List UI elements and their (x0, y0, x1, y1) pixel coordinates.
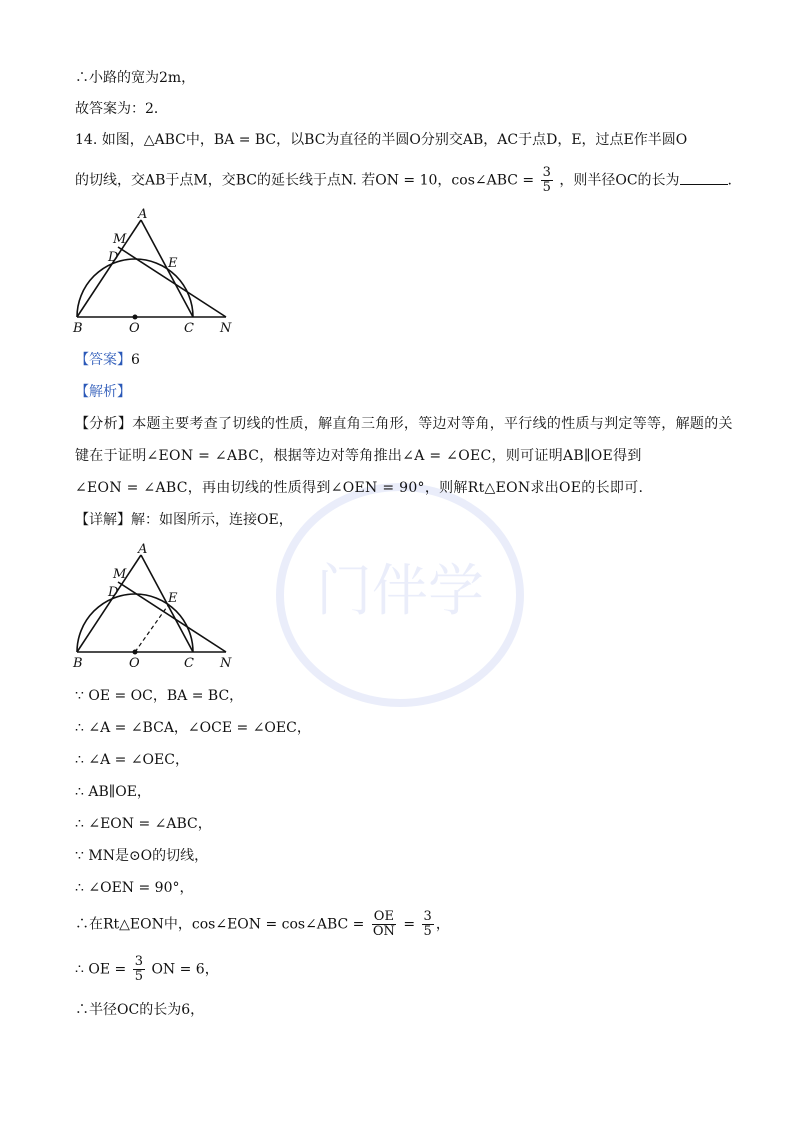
line-AB (77, 555, 141, 652)
step-2: ∴ ∠A = ∠BCA，∠OCE = ∠OEC， (75, 720, 311, 736)
detail-tag: 【详解】 (75, 512, 131, 528)
rt-frac2-num: 3 (423, 909, 432, 924)
figure-solution (68, 540, 243, 670)
line-AB (77, 220, 141, 317)
analysis-line-3: ∠EON = ∠ABC，再由切线的性质得到∠OEN = 90°，则解Rt△EON求出OE的长即可. (75, 480, 644, 496)
watermark-text: 门伴学 (316, 559, 484, 624)
line-AC (141, 555, 193, 652)
label-D: D (108, 250, 119, 265)
label-O: O (129, 321, 140, 335)
label-M: M (113, 567, 127, 582)
label-B: B (73, 321, 83, 335)
point-O (133, 650, 138, 655)
answer-line (75, 350, 140, 370)
dashed-OE (135, 604, 169, 652)
rt-pre: ∴在Rt△EON中，cos∠EON = cos∠ABC = (75, 916, 365, 933)
label-B: B (73, 656, 83, 670)
label-D: D (108, 585, 119, 600)
label-N: N (220, 321, 232, 335)
question-frac-num: 3 (542, 165, 551, 180)
rt-eq: = (403, 916, 416, 933)
figure-question (68, 205, 243, 335)
rt-post: ， (435, 916, 450, 933)
answer-blank (680, 170, 728, 185)
label-N: N (220, 656, 232, 670)
oe-frac-den: 5 (134, 969, 143, 984)
label-E: E (168, 256, 178, 271)
prev-line-2: 故答案为：2． (75, 101, 168, 117)
step-6: ∵ MN是⊙O的切线， (75, 848, 209, 864)
step-4: ∴ AB∥OE， (75, 784, 151, 800)
label-O: O (129, 656, 140, 670)
rt-fraction-2 (422, 910, 434, 939)
label-A: A (138, 207, 148, 222)
question-text-end: . (727, 172, 732, 189)
label-E: E (168, 591, 178, 606)
final-line: ∴半径OC的长为6， (75, 1002, 205, 1018)
label-M: M (113, 232, 127, 247)
label-C: C (184, 321, 194, 335)
rt-frac1-den: ON (372, 924, 395, 939)
step-oe (75, 955, 219, 984)
label-C: C (184, 656, 194, 670)
watermark-logo (270, 480, 530, 710)
fenxi-text-1: 本题主要考查了切线的性质，解直角三角形，等边对等角，平行线的性质与判定等等，解题的关 (132, 416, 733, 432)
oe-pre: ∴ OE = (75, 961, 127, 978)
step-3: ∴ ∠A = ∠OEC， (75, 752, 189, 768)
step-7: ∴ ∠OEN = 90°， (75, 880, 194, 896)
step-1: ∵ OE = OC，BA = BC， (75, 688, 244, 704)
question-frac-den: 5 (542, 180, 551, 195)
point-O (133, 315, 138, 320)
prev-line-1: ∴小路的宽为2m， (75, 70, 196, 86)
answer-value: 6 (131, 352, 140, 368)
question-fraction (541, 166, 553, 195)
question-text-a: 的切线，交AB于点M，交BC的延长线于点N. 若ON = 10，cos∠ABC = (75, 172, 535, 189)
question-line-1: 14. 如图，△ABC中，BA = BC，以BC为直径的半圆O分别交AB，AC于点D，E，过点E作半圆O (75, 132, 688, 148)
step-5: ∴ ∠EON = ∠ABC， (75, 816, 212, 832)
question-text-b: ，则半径OC的长为 (559, 172, 680, 189)
oe-fraction (133, 955, 145, 984)
label-A: A (138, 542, 148, 557)
detail-intro: 解：如图所示，连接OE， (131, 512, 293, 528)
analysis-line-2: 键在于证明∠EON = ∠ABC，根据等边对等角推出∠A = ∠OEC，则可证明AB∥OE得到 (75, 448, 642, 464)
analysis-line-1 (75, 414, 733, 434)
detail-intro-line (75, 510, 293, 530)
line-AC (141, 220, 193, 317)
rt-frac1-num: OE (373, 909, 394, 924)
question-line-2 (75, 166, 732, 195)
analysis-tag: 【解析】 (75, 384, 131, 400)
rt-fraction-1 (371, 910, 397, 939)
oe-post: ON = 6， (151, 961, 219, 978)
answer-tag: 【答案】 (75, 352, 131, 368)
fenxi-tag: 【分析】 (75, 416, 133, 432)
step-rt (75, 910, 450, 939)
rt-frac2-den: 5 (423, 924, 432, 939)
oe-frac-num: 3 (134, 954, 143, 969)
